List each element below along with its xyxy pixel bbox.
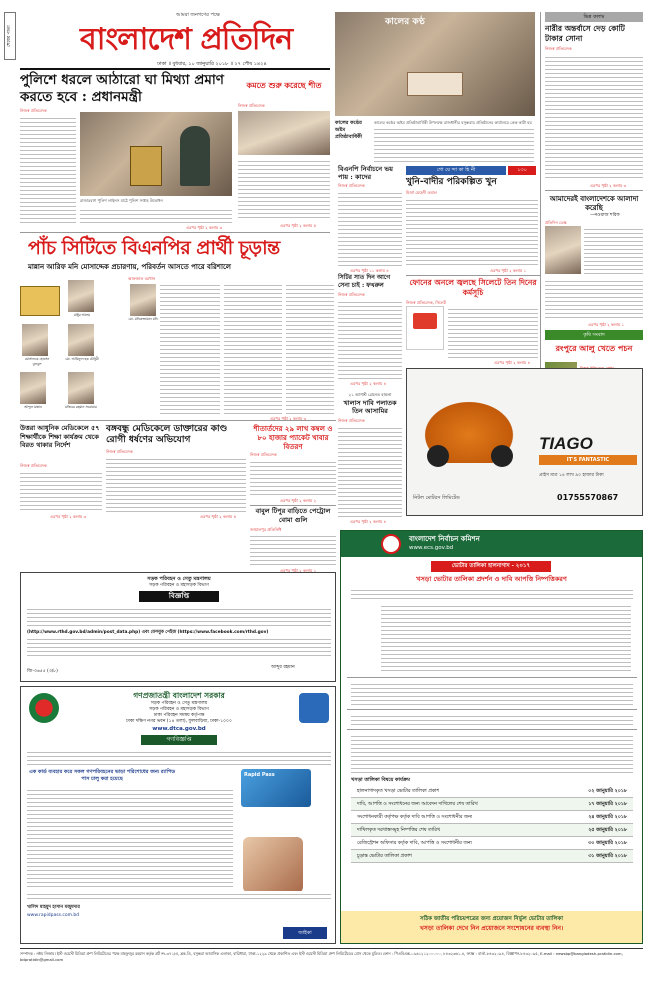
ec-rule-3 [347,729,637,730]
ec-web[interactable]: www.ecs.gov.bd [409,545,454,551]
nawaz-headline[interactable]: আমাদেরই বাংলাদেশকে আলাদা করেছি [549,194,639,212]
cake-icon [407,72,463,96]
ec-body-4 [351,733,633,773]
masthead-title[interactable]: বাংলাদেশ প্রতিদিন [80,22,293,57]
candidate-name-5: আব্দুল মান্নান [24,405,42,409]
ec-schedule-item: রেজিস্ট্রেশন অফিসার কর্তৃক দাবি, আপত্তি ও সংশোধনীর জন্য [357,841,472,846]
gold-continuation[interactable]: এরপর পৃষ্ঠা ২ কলাম ৩ [590,183,627,188]
podium-icon [130,146,162,186]
ec-schedule-item: হালনাগাদকৃত খসড়া ভোটার তালিকা প্রকাশ [357,789,440,794]
rapid-pass-label: Rapid Pass [244,772,275,778]
nawaz-kicker: —নওয়াজ শরিফ [590,213,620,218]
kk-photo-label: কালের কণ্ঠ [385,17,425,27]
car-offer: প্রাইস মাত্র ১৪ লাখ ৯০ হাজার টাকা [539,473,604,478]
govt-emblem-icon [29,693,59,723]
dtca-ad [20,686,336,944]
dtca-body [27,749,331,765]
main-rule [20,232,330,233]
fire-byline: নিজস্ব প্রতিবেদক, সিলেট [406,300,446,305]
ec-schedule-date: ২৪ জানুয়ারি ২০১৮ [588,815,627,820]
gold-byline: নিজস্ব প্রতিবেদক [545,46,572,51]
bsmmu-byline: নিজস্ব প্রতিবেদক [106,449,133,454]
rapid-pass-card-icon [241,769,311,807]
winter-headline[interactable]: শীতার্তদের ২৯ লাখ কম্বল ও ৮০ হাজার প্যাকেট খাবার বিতরণ [253,424,333,451]
ec-schedule-date: ২৫ জানুয়ারি ২০১৮ [588,828,627,833]
road-signer: আব্দুর রহমান [271,665,295,670]
ec-body-2 [351,681,633,705]
fire-logo-icon [413,313,437,329]
ec-schedule-item: সংশোধনকারী কর্তৃপক্ষ কর্তৃক দাবি আপত্তি ও সংশোধনীর জন্য [357,815,473,820]
dtca-table [27,787,233,887]
car-phone[interactable]: 01755570867 [557,493,619,502]
cold-photo [238,111,330,155]
hand-card-icon [243,837,303,893]
car-slogan: IT'S FANTASTIC [539,455,637,465]
ec-rule-2 [347,709,637,710]
candidate-name-1: মঞ্জুর আলম [73,313,91,317]
candidate-photo-1 [68,280,94,312]
main-body-1 [160,282,220,414]
ec-body-3 [351,713,633,725]
main-deck: মান্নান আরিফ মনি মোসাদ্দেক প্রচারণায়, পরিবর্তন আসতে পারে বরিশালে [28,262,232,271]
kk-caption: কালের কণ্ঠের অষ্টম প্রতিষ্ঠাবার্ষিকী উপলক্ষে রাজধানীর বসুন্ধরায় প্রতিষ্ঠানের কার্যালয়ে কেক কাটা হয় [374,120,532,125]
dtca-official: খালিদ মাহমুদ হাসান মজুমদার [27,905,80,910]
ec-schedule-item: দাবি, আপত্তি ও সংশোধনের জন্য আবেদন দাখিলের শেষ তারিখ [357,802,478,807]
masthead-rule [20,68,330,70]
cold-body [238,158,330,220]
imprint: সম্পাদক : নঈম নিজাম। ইস্ট ওয়েস্ট মিডিয়া গ্রুপ লিমিটেডের পক্ষে মাহফুজুর রহমান কর্তৃক প্লট নং-৩৭১/এ, ব্লক-ডি, বসুন্ধরা আবাসিক এলাকা, বারিধারা, ঢাকা-১২২৯ থেকে প্রকাশিত এবং ইস্ট ওয়েস্ট মিডিয়া গ্রুপ লিমিটেডের প্রেস থেকে মুদ্রিত। ফোন : পিএবিএক্স-০৯৬১২১২০০০০০, ৮৪৩২৩৬১-৪, ফ্যাক্স : বার্তা-৮৪৩২০৯৪, বিজ্ঞাপন-৮৪৩২০৯৫, E-mail : newsbp@bangladesh-pratidin.com, bdpratidin@gmail.com [20,951,623,962]
candidate-name-3: মো. আরিফুল হক চৌধুরী [65,357,99,361]
main-continuation[interactable]: এরপর পৃষ্ঠা ২ কলাম ৩ [270,416,307,421]
candidate-photo-2 [22,324,48,356]
detective-number: ১৩০ [508,166,536,175]
bnp-body [338,190,402,266]
bnp-continuation[interactable]: এরপর পৃষ্ঠা ১১ কলাম ৪ [350,268,389,273]
ec-title: ভোটার তালিকা হালনাগাদ - ২০১৭ [431,561,551,572]
nawaz-rule [545,190,643,191]
uttara-byline: নিজস্ব প্রতিবেদক [20,463,47,468]
cold-byline: নিজস্ব প্রতিবেদক [238,103,265,108]
dtca-notice: গণবিজ্ঞপ্তি [141,735,217,745]
khaled-byline: নিজস্ব প্রতিবেদক [338,418,365,423]
imprint-rule [20,948,643,949]
candidate-name-6: মজিবর রহমান সরোয়ার [65,405,97,409]
ec-schedule-date: ৩১ জানুয়ারি ২০১৮ [588,854,627,859]
detective-continuation[interactable]: এরপর পৃষ্ঠা ২ কলাম ১ [490,268,527,273]
road-body-2 [27,636,331,658]
lead-continuation[interactable]: এরপর পৃষ্ঠা ২ কলাম ৩ [186,225,223,230]
potato-headline[interactable]: রংপুরে আলু খেতে পচন [555,343,633,353]
jica-logo: জাইকা [283,927,327,939]
ec-body-1 [351,587,633,601]
road-sub: সড়ক পরিবহন ও মহাসড়ক বিভাগ [149,583,209,588]
sit-byline: নিজস্ব প্রতিবেদক [338,292,365,297]
uttara-headline[interactable]: উত্তরা আধুনিক মেডিকেলে ৫৭ শিক্ষার্থীকে শিক্ষা কার্যক্রম থেকে বিরত থাকার নির্দেশ [20,424,100,449]
ec-schedule-table [351,785,633,863]
dtca-addr: ঢাকা দক্ষিণ নগর ভবন (১৪ তলা), ফুলবাড়িয়া, ঢাকা-১০০০ [126,719,232,724]
babul-continuation[interactable]: এরপর পৃষ্ঠা ২ কলাম ১ [280,568,317,573]
bsmmu-continuation[interactable]: এরপর পৃষ্ঠা ২ কলাম ৫ [200,514,237,519]
dtca-logo-icon [299,693,329,723]
main-byline: আফজাল বরখান [128,276,156,281]
ec-schedule-row [351,837,633,850]
lead-body-2 [80,207,232,223]
fire-photo [406,306,444,350]
candidate-photo-4 [130,284,156,316]
nawaz-body-2 [545,278,643,320]
ec-list [381,603,631,673]
masthead-dateline: ঢাকা ॥ বুধবার, ১০ জানুয়ারি ২০১৮ ॥ ২৭ পৌষ ১৪২৪ [157,61,267,67]
ec-schedule-row [351,811,633,824]
right-section-label: ভিন্ন কলাম [545,12,643,22]
dtca-web[interactable]: www.dtca.gov.bd [152,726,206,732]
detective-body [406,197,538,265]
car-dealer: নিটল মোটরস লিমিটেড [413,495,460,501]
khaled-body [338,425,402,517]
nawaz-byline: প্রতিদিন ডেস্ক [545,220,567,225]
lead-body [20,115,76,223]
car-wheel-icon [491,445,513,467]
nawaz-continuation[interactable]: এরপর পৃষ্ঠা ২ কলাম ১ [588,322,625,327]
khaled-kicker: ২১ আগস্ট গ্রেনেড হামলা [348,392,392,397]
ec-schedule-item: চূড়ান্ত ভোটার তালিকা প্রকাশ [357,854,412,859]
winter-continuation[interactable]: এরপর পৃষ্ঠা ২ কলাম ২ [280,498,317,503]
kk-photo [335,12,535,116]
ec-footer-2: খসড়া তালিকা দেখে নিন প্রয়োজনে সংশোধনের ব্যবস্থা নিন। [419,925,564,933]
dtca-site[interactable]: www.rapidpass.com.bd [27,913,80,918]
side-label: শেষের পাতা [4,12,16,60]
ec-name: বাংলাদেশ নির্বাচন কমিশন [409,535,480,543]
car-ad[interactable] [406,368,643,516]
ec-schedule-item: দাখিলকৃত দরখাস্তসমূহ নিষ্পত্তির শেষ তারিখ [357,828,441,833]
car-model: TIAGO [539,434,593,453]
cold-continuation[interactable]: এরপর পৃষ্ঠা ২ কলাম ৫ [280,223,317,228]
dtca-headline2: এক কার্ড ব্যবহার করে সকল গণপরিবহনের ভাড়া পরিশোধের জন্য র‍্যাপিড পাস চালু করা হয়েছে [28,769,176,782]
gold-headline[interactable]: নারীর অন্তর্বাসে দেড় কোটি টাকার সোনা [545,24,625,43]
gold-body [545,54,643,180]
ec-schedule-row [351,798,633,811]
babul-headline[interactable]: বাবুল টিপুর বাড়িতে পেট্রোল বোমা গুলি [255,507,331,524]
agri-section-label: কৃষি সংবাদ [545,330,643,340]
main-body-3 [286,282,334,414]
detective-headline[interactable]: খুনি-বাদীর পরিকল্পিত খুন [406,177,497,187]
fire-body [448,306,538,358]
dtca-title: গণপ্রজাতন্ত্রী বাংলাদেশ সরকার [133,691,225,700]
officer-icon [180,126,210,186]
ec-schedule-date: ০২ জানুয়ারি ২০১৮ [588,789,627,794]
main-headline[interactable]: পাঁচ সিটিতে বিএনপির প্রার্থী চূড়ান্ত [28,237,280,259]
ec-rule-1 [347,677,637,678]
detective-byline: মির্জা মেহেদী তমাল [406,190,437,195]
ec-schedule-title: খসড়া তালিকা বিষয়ে কার্যক্রম [351,777,410,783]
ec-emblem-icon [381,534,401,554]
candidate-photo-6 [68,372,94,404]
bsmmu-headline[interactable]: বঙ্গবন্ধু মেডিকেলে ডাক্তারের কাণ্ড রোগী ধর্ষণের অভিযোগ [106,424,228,445]
bsmmu-body [106,456,246,512]
babul-rule [250,505,336,506]
ec-footer-1: সঠিক জাতীয় পরিচয়পত্রের জন্য প্রয়োজন নির্ভুল ভোটার তালিকা [420,916,563,922]
candidate-grid [20,278,125,368]
candidate-name-2: মোসাদ্দেক হোসেন বুলবুল [24,357,50,366]
ec-schedule-date: ৩০ জানুয়ারি ২০১৮ [588,841,627,846]
ballot-icon [20,286,60,316]
dtca-body-2 [27,891,331,901]
road-ref: জি-৩৬৫৫ (৩/৮) [27,669,58,674]
car-wheel-icon [427,445,449,467]
babul-body [250,533,336,567]
sit-headline[interactable]: সিটির সাত দিন আগে সেনা চাই : ফখরুল [338,274,391,289]
lead-photo [80,112,232,196]
uttara-body [20,470,102,512]
ec-schedule-row [351,850,633,863]
lead-caption: রাজারবাগ পুলিশ লাইনস মাঠে পুলিশ সপ্তাহ উদ্বোধন [80,198,163,203]
dtca-sub1: সড়ক পরিবহন ও সেতু মন্ত্রণালয় [150,701,208,706]
ec-footer [341,911,642,943]
fire-headline[interactable]: ফোনের অনলে জ্বলছে সিলেটে তিন দিনের কর্মসূচি [409,278,537,297]
ec-schedule-row [351,785,633,798]
road-title: বিজ্ঞপ্তি [139,591,219,602]
candidate-name-4: মো. মনিরুজ্জামান মনি [128,317,158,321]
masthead-tagline: আমরা জনগণের পক্ষে [176,12,220,18]
road-ad [20,572,336,682]
winter-body [250,459,336,497]
kk-caption-body [374,126,534,162]
ec-schedule-row [351,824,633,837]
candidate-photo-3 [68,324,94,356]
bnp-byline: নিজস্ব প্রতিবেদক [338,183,365,188]
detective-label: গো য়ে ন্দা কা হি নী [406,166,506,175]
uttara-rule [20,420,336,421]
dtca-sub2: সড়ক পরিবহন ও মহাসড়ক বিভাগ [149,707,209,712]
road-body [27,606,331,628]
winter-byline: নিজস্ব প্রতিবেদক [250,452,277,457]
khaled-headline[interactable]: খালাস দাবি পলাতক তিন আসামির [343,399,397,415]
ec-ad [340,530,643,944]
lead-byline: নিজস্ব প্রতিবেদক [20,108,47,113]
main-body-2 [224,282,282,414]
sit-body [338,299,402,379]
lead-headline[interactable]: পুলিশে ধরলে আঠারো ঘা মিথ্যা প্রমাণ করতে হবে : প্রধানমন্ত্রী [20,72,224,105]
nawaz-body [584,226,643,274]
candidate-photo-5 [20,372,46,404]
kk-caption-title: কালের কণ্ঠের অষ্টম প্রতিষ্ঠাবার্ষিকী [335,120,362,140]
road-url[interactable]: (http://www.rthd.gov.bd/admin/post_data.php) এবং ফেসবুক পেইজ (https://www.facebook.com/rthd.gov) [27,630,269,635]
fire-continuation[interactable]: এরপর পৃষ্ঠা ২ কলাম ৪ [494,360,531,365]
bnp-headline[interactable]: বিএনপি নির্বাচনে ভয় পায় : কাদের [338,165,394,181]
uttara-continuation[interactable]: এরপর পৃষ্ঠা ২ কলাম ৩ [50,514,87,519]
ec-subtitle: খসড়া ভোটার তালিকা প্রদর্শন ও দাবি আপত্তি নিষ্পত্তিকরণ [416,575,567,583]
babul-byline: জামালপুর প্রতিনিধি [250,527,282,532]
ec-schedule-date: ১৭ জানুয়ারি ২০১৮ [588,802,627,807]
nawaz-photo [545,226,581,274]
dtca-sub3: ঢাকা পরিবহন সমন্বয় কর্তৃপক্ষ [153,713,205,718]
sit-continuation[interactable]: এরপর পৃষ্ঠা ২ কলাম ৪ [350,381,387,386]
road-dept: সড়ক পরিবহন ও সেতু মন্ত্রণালয় [147,576,211,582]
cold-headline[interactable]: কমতে শুরু করেছে শীত [246,80,322,90]
fire-rule [406,275,540,276]
khaled-continuation[interactable]: এরপর পৃষ্ঠা ২ কলাম ৪ [350,519,387,524]
